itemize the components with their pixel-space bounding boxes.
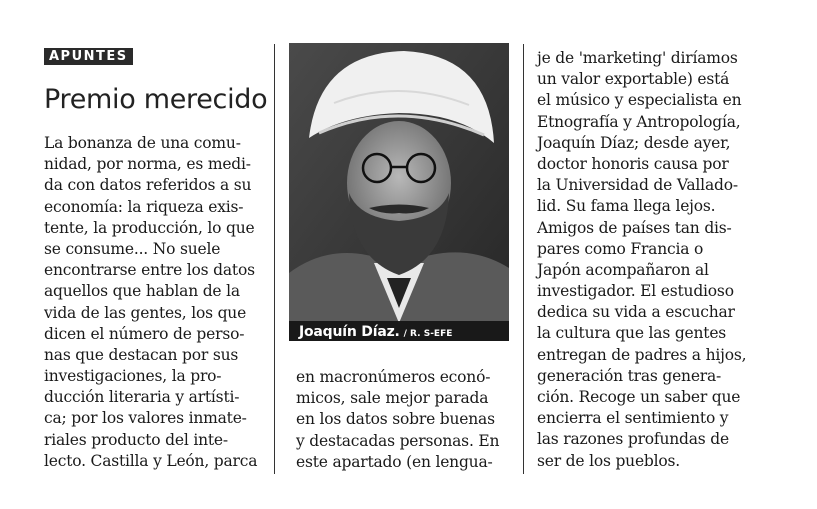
text-line: Etnografía y Antropología,	[537, 112, 741, 131]
text-line: la cultura que las gentes	[537, 324, 727, 343]
caption-credit: / R. S-EFE	[403, 329, 453, 339]
text-line: la Universidad de Vallado-	[537, 176, 738, 195]
text-line: Japón acompañaron al	[537, 260, 709, 279]
text-line: se consume... No suele	[44, 239, 221, 258]
text-line: lid. Su fama llega lejos.	[537, 197, 716, 216]
photo-caption	[289, 321, 509, 341]
text-line: aquellos que hablan de la	[44, 282, 240, 301]
text-line: dedica su vida a escuchar	[537, 303, 735, 322]
text-line: las razones profundas de	[537, 430, 729, 449]
article-column-3	[537, 48, 763, 472]
portrait-image	[289, 43, 509, 341]
text-line: entregan de padres a hijos,	[537, 345, 747, 364]
text-line: nas que destacan por sus	[44, 345, 239, 364]
portrait-photo	[289, 43, 509, 341]
text-line: en macronúmeros econó-	[296, 368, 491, 386]
caption-name: Joaquín Díaz.	[299, 324, 400, 340]
column-divider	[523, 44, 524, 474]
text-line: un valor exportable) está	[537, 70, 730, 89]
text-line: encontrarse entre los datos	[44, 261, 255, 280]
text-line: doctor honoris causa por	[537, 154, 729, 173]
article-column-2	[296, 367, 510, 473]
text-line: y destacadas personas. En	[296, 431, 500, 450]
text-line: Joaquín Díaz; desde ayer,	[537, 133, 731, 152]
text-line: ducción literaria y artísti-	[44, 388, 240, 407]
text-line: este apartado (en lengua-	[296, 452, 493, 471]
section-tag: APUNTES	[44, 48, 133, 65]
text-line: tente, la producción, lo que	[44, 218, 255, 237]
text-line: ser de los pueblos.	[537, 451, 681, 470]
text-line: je de 'marketing' diríamos	[537, 49, 738, 67]
text-line: en los datos sobre buenas	[296, 410, 495, 429]
text-line: generación tras genera-	[537, 366, 722, 385]
text-line: ción. Recoge un saber que	[537, 388, 741, 406]
column-divider	[274, 44, 275, 474]
text-line: nidad, por norma, es medi-	[44, 155, 251, 174]
text-line: encierra el sentimiento y	[537, 409, 729, 428]
text-line: investigaciones, la pro-	[44, 367, 222, 386]
text-line: dicen el número de perso-	[44, 324, 245, 343]
text-line: lecto. Castilla y León, parca	[44, 451, 258, 470]
text-line: el músico y especialista en	[537, 91, 742, 110]
text-line: riales producto del inte-	[44, 430, 228, 449]
article-column-1	[44, 133, 266, 472]
text-line: ca; por los valores inmate-	[44, 409, 247, 428]
text-line: da con datos referidos a su	[44, 176, 252, 195]
text-line: La bonanza de una comu-	[44, 134, 241, 152]
text-line: vida de las gentes, los que	[44, 303, 247, 322]
text-line: Amigos de países tan dis-	[537, 218, 732, 237]
text-line: investigador. El estudioso	[537, 282, 734, 301]
text-line: economía: la riqueza exis-	[44, 197, 244, 216]
text-line: micos, sale mejor parada	[296, 389, 489, 408]
headline: Premio merecido	[44, 84, 268, 115]
text-line: pares como Francia o	[537, 239, 704, 258]
